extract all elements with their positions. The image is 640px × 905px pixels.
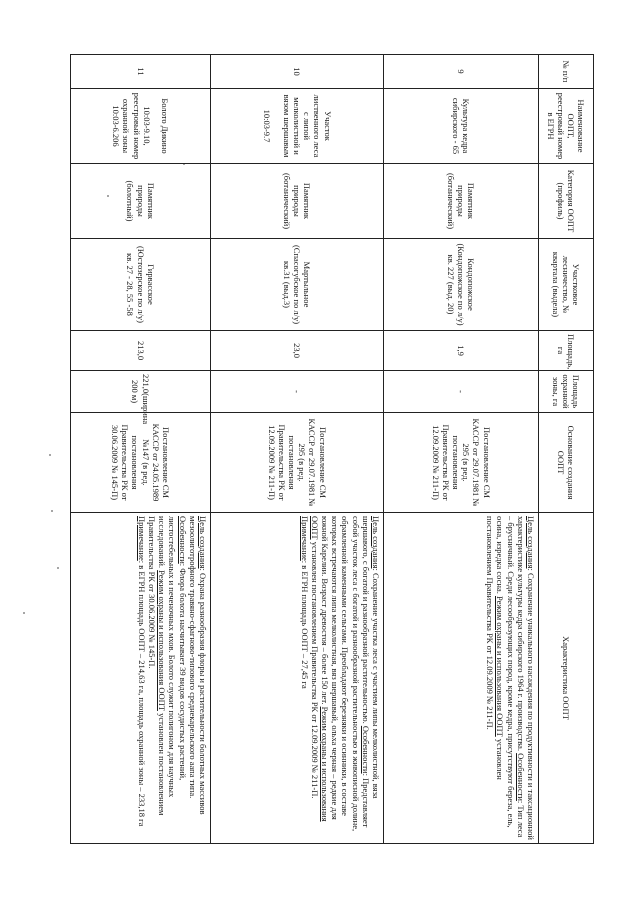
desc-label: Примечание xyxy=(299,516,310,561)
cell-category: Памятник природы (ботанический) xyxy=(211,164,384,239)
oopt-table xyxy=(70,54,594,844)
cell-num: 10 xyxy=(211,55,384,89)
desc-text: : в ЕГРН площадь ООПТ – 27,45 га xyxy=(299,560,310,689)
table-row xyxy=(211,55,384,844)
cell-area: 23,0 xyxy=(211,331,384,371)
cell-forestry: Гирвасское (Юстозерское по л/у) кв. 27 - 28, 55 -58 xyxy=(71,239,211,331)
rotated-table-wrapper xyxy=(74,54,594,844)
scan-speck xyxy=(49,454,51,456)
cell-description xyxy=(211,513,384,844)
desc-label: Особенности xyxy=(177,516,188,564)
table-row xyxy=(71,55,211,844)
cell-num: 11 xyxy=(71,55,211,89)
desc-text: : Охрана разнообразия флоры и растительности болотных массивов мезоолиготрофного травяно-сфагново-типового среднекарельского аапа типа. xyxy=(187,516,208,815)
cell-forestry: Кондопожское (Кондопожское по л/у) кв. 227 (выд. 20) xyxy=(384,239,539,331)
header-basis: Основание создания ООПТ xyxy=(539,413,594,513)
cell-description xyxy=(71,513,211,844)
cell-name: Культура кедра сибирского - 65 xyxy=(384,89,539,164)
desc-text: : в ЕГРН площадь ООПТ – 214,63 га, площадь охранной зоны – 233,18 га xyxy=(136,560,147,827)
desc-label: Особенности xyxy=(360,725,371,774)
header-description: Характеристика ООПТ xyxy=(539,513,594,844)
header-forestry: Участковое лесничество, № квартала (выдела) xyxy=(539,239,594,331)
desc-text: : Флора болота насчитывает 39 видов сосудистых растений, листостебельных и печеночных мхов. Болото служит полигоном для научных исследований. xyxy=(157,516,188,798)
desc-label: Цель создания xyxy=(371,516,381,569)
cell-area: 213,0 xyxy=(71,331,211,371)
table-header-row xyxy=(539,55,594,844)
scan-speck xyxy=(57,567,59,569)
header-buffer-area: Площадь охранной зоны, га xyxy=(539,371,594,413)
cell-buffer-area: - xyxy=(384,371,539,413)
cell-num: 9 xyxy=(384,55,539,89)
header-name: Наименование ООПТ, реестровый номер в ЕГРН xyxy=(539,89,594,164)
cell-buffer-area: 221,0(ширина 200 м) xyxy=(71,371,211,413)
name-line: Болото Дикино xyxy=(159,98,170,154)
desc-label: Особенности xyxy=(515,753,526,801)
cell-category: Памятник природы (ботанический) xyxy=(384,164,539,239)
table-row xyxy=(384,55,539,844)
cell-description xyxy=(384,513,539,844)
registry-number: 10:03-9.10, реестровый номер охранной зоны 10:03-6.206 xyxy=(111,92,152,160)
header-category: Категория ООПТ (профиль) xyxy=(539,164,594,239)
desc-text: : Тип леса – брусничный. Среди лесообразующих пород, кроме кедра, присутствуют береза, ель, осина, изредка сосна. xyxy=(495,516,526,838)
cell-basis: Постановление СМ КАССР от 29.07.1981 № 295 (в ред. постановления Правительства РК от 12.09.2009 № 211-П) xyxy=(384,413,539,513)
desc-text: : Сохранение участка леса с участием липы мелколистной, вяза шершавого, с богатой и разнообразной растительностью. xyxy=(360,516,381,799)
cell-category: Памятник природы (болотный) xyxy=(71,164,211,239)
header-num: № п/п xyxy=(539,55,594,89)
desc-label: Примечание xyxy=(136,516,147,561)
desc-text: : Представляет собой участок леса с богатой и разнообразной растительностью в живописной долине, обрамленной каменными сельгами. Преобладают березняки и осинники, в составе которых встречаются липа мелколистная, вяз шершавый, ольха черная – редкие для южной Карелии. Возраст древостоя – более 150 лет. xyxy=(320,516,371,832)
cell-basis: Постановление СМ КАССР от 29.07.1981 № 295 (в ред. постановления Правительства РК от 12.09.2009 № 211-П) xyxy=(211,413,384,513)
scan-speck xyxy=(51,510,53,512)
cell-area: 1,9 xyxy=(384,331,539,371)
name-line: Участок лиственного леса с липой мелколистной и вязом шершавым xyxy=(281,94,333,158)
scan-speck xyxy=(23,612,25,614)
desc-text: установлен постановлением Правительства РК от 12.09.2009 № 211-П. xyxy=(485,516,506,780)
desc-label: Режим охраны и использования ООПТ xyxy=(157,570,168,711)
desc-label: Цель создания xyxy=(526,516,536,569)
desc-label: Режим охраны и использования ООПТ xyxy=(309,516,331,822)
desc-label: Цель создания xyxy=(198,516,208,569)
desc-text: : Сохранение уникального насаждения по продуктивности и таксационной характеристике культуры кедра сибирского 1964 г. производства. xyxy=(515,516,536,840)
cell-name xyxy=(71,89,211,164)
header-area: Площадь, га xyxy=(539,331,594,371)
cell-name xyxy=(211,89,384,164)
registry-number: 10:03-9.7 xyxy=(261,109,272,143)
desc-label: Режим охраны и использования ООПТ xyxy=(495,595,506,737)
cell-buffer-area: - xyxy=(211,371,384,413)
cell-basis: Постановление СМ КАССР от 24.05.1989 №147 (в ред. постановления Правительства РК от 30.06.2009 № 145-П) xyxy=(71,413,211,513)
desc-text: установлен постановлением Правительства РК от 12.09.2009 № 211-П. xyxy=(309,539,320,799)
desc-text: установлен постановлением Правительства РК от 30.06.2009 № 145-П. xyxy=(147,516,168,816)
cell-forestry: Мартыльное (Спасогубское по л/у) кв.31 (выд.3) xyxy=(211,239,384,331)
